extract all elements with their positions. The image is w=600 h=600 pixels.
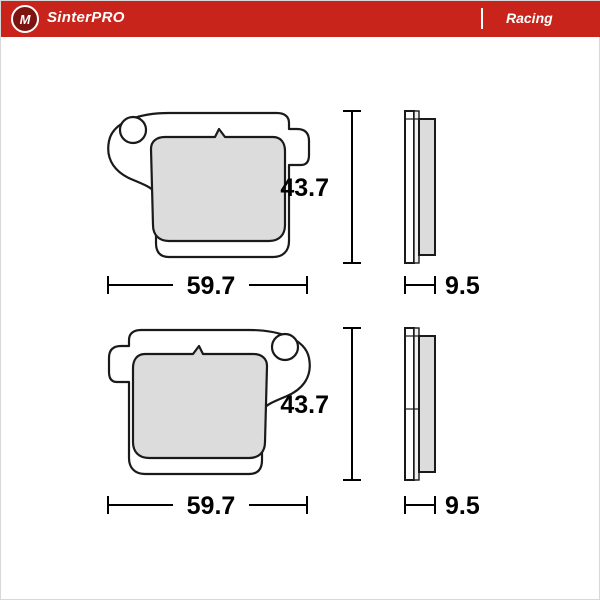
brake-pad-side-view-upper — [405, 111, 435, 263]
brake-pad-side-view-lower — [405, 328, 435, 480]
dimension-thickness-upper — [405, 272, 480, 300]
dimension-height-upper-label: 43.7 — [280, 174, 329, 202]
brand-logo-icon — [11, 5, 39, 33]
brake-pad-front-view-upper — [108, 113, 309, 257]
dimension-width-lower — [108, 491, 307, 520]
brand-name: SinterPRO — [47, 9, 125, 26]
dimension-width-lower-label: 59.7 — [186, 492, 236, 520]
header-divider — [481, 8, 483, 29]
technical-drawing — [1, 37, 600, 599]
dimension-thickness-upper-label: 9.5 — [445, 272, 480, 300]
dimension-width-upper-label: 59.7 — [186, 272, 236, 300]
header-bar — [1, 1, 600, 37]
brand-logo-glyph: M — [19, 11, 31, 27]
dimension-width-upper — [108, 271, 307, 300]
header-category: Racing — [506, 10, 553, 26]
dimension-thickness-lower-label: 9.5 — [445, 492, 480, 520]
dimension-thickness-lower — [405, 492, 480, 520]
dimension-height-lower-label: 43.7 — [280, 391, 329, 419]
